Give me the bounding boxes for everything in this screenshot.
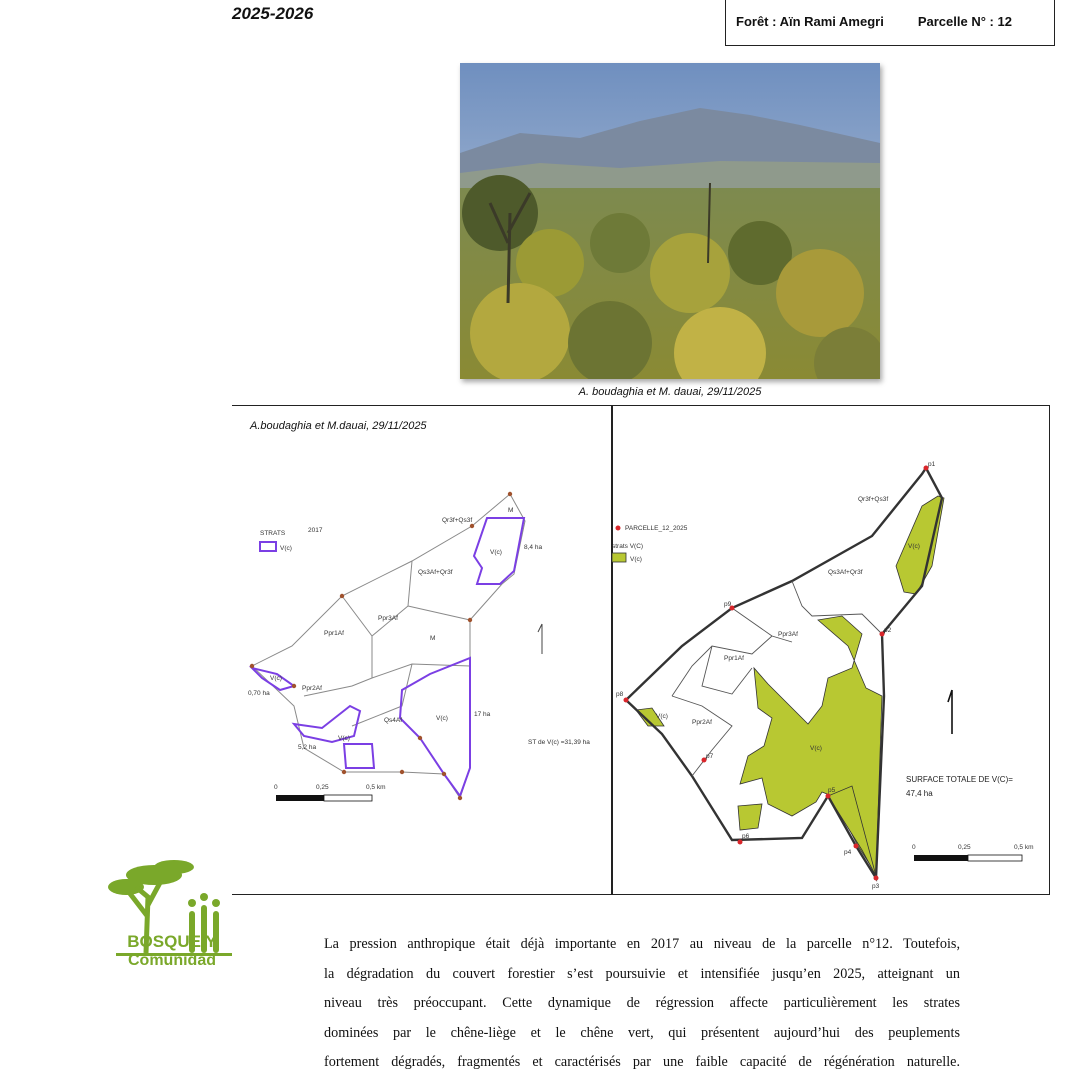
map-2017 (248, 492, 590, 801)
vc-polygon-4 (344, 744, 374, 768)
point-label: p5 (828, 787, 836, 794)
north-arrow-icon (948, 690, 952, 734)
scale-label: 0 (912, 844, 916, 851)
scale-bar-light (324, 795, 372, 801)
maps-svg (232, 406, 1050, 896)
point-label: p4 (844, 849, 852, 856)
paragraph-line: fortement dégradés, fragmentés et caractérisés par une faible capacité de régénération naturelle. (324, 1054, 960, 1070)
strata-label-2017: Qs4Af (384, 717, 403, 724)
legend-item-2017: V(c) (280, 545, 292, 552)
forest-name: Forêt : Aïn Rami Amegri (736, 14, 884, 29)
paragraph-line: La pression anthropique était déjà importante en 2017 au niveau de la parcelle n°12. Toutefois, (324, 936, 960, 952)
scale-bar-dark (914, 855, 968, 861)
scale-bar-light (968, 855, 1022, 861)
parcel-number: Parcelle N° : 12 (917, 14, 1012, 29)
strata-label-2025: Qs3Af+Qr3f (828, 569, 863, 576)
strata-label-2025: Qr3f+Qs3f (858, 496, 889, 503)
total-area-2017: ST de V(c) =31,39 ha (528, 739, 590, 746)
strata-label-2025: Ppr1Af (724, 655, 744, 662)
point-label: p7 (706, 753, 714, 760)
strata-label-2017: Qs3Af+Qr3f (418, 569, 453, 576)
vc-area-1 (896, 496, 944, 594)
vc-polygon-3 (294, 706, 360, 742)
paragraph-line: la dégradation du couvert forestier s’est poursuivie et intensifiée jusqu’en 2025, atteignant un (324, 965, 960, 982)
landscape-photo (460, 63, 880, 379)
map-credit: A.boudaghia et M.dauai, 29/11/2025 (250, 420, 427, 432)
paragraph-line: dominées par le chêne-liège et le chêne vert, qui présentent aujourd’hui des peuplements (324, 1024, 960, 1041)
body-paragraph (324, 930, 960, 1078)
legend-title-2025: strats V(C) (612, 543, 644, 550)
scale-label: 0,5 km (1014, 844, 1034, 851)
point-label: p6 (742, 833, 750, 840)
legend-title-2017: STRATS (260, 530, 286, 537)
document-year: 2025-2026 (232, 4, 314, 23)
map-2025 (612, 461, 1034, 890)
area-label: 8,4 ha (524, 544, 543, 551)
strata-label-2025: Ppr2Af (692, 719, 712, 726)
photo-caption: A. boudaghia et M. dauai, 29/11/2025 (578, 386, 762, 398)
strata-label-2017: Qr3f+Qs3f (442, 517, 473, 524)
parcel-outline-2017 (252, 494, 525, 798)
strata-label-2025: V(c) (908, 543, 920, 550)
paragraph-line: niveau très préoccupant. Cette dynamique de régression affecte particulièrement les strates (324, 995, 960, 1011)
boundary-points-2017 (250, 492, 512, 800)
logo-text-line2: Comunidad (128, 952, 216, 969)
legend-swatch-2017 (260, 542, 276, 551)
strata-label-2017: Ppr1Af (324, 630, 344, 637)
logo-text-line1: BOSQUE Y (127, 932, 217, 951)
total-area-2025-line1: SURFACE TOTALE DE V(C)= (906, 775, 1013, 784)
area-label: 5,2 ha (298, 744, 317, 751)
scale-label: 0,25 (958, 844, 971, 851)
maps-panel (232, 405, 1050, 895)
strata-label-2017: V(c) (270, 675, 282, 682)
legend-year-2017: 2017 (308, 527, 323, 534)
point-label: p9 (724, 601, 732, 608)
point-label: p2 (884, 627, 892, 634)
scale-label: 0,25 (316, 784, 329, 791)
point-label: p3 (872, 883, 880, 890)
legend-swatch-2025 (612, 553, 626, 562)
strata-label-2017: Ppr2Af (302, 685, 322, 692)
legend-point-icon (616, 526, 621, 531)
area-label: 0,70 ha (248, 690, 270, 697)
strata-label-2017: V(c) (338, 735, 350, 742)
legend-points-2025: PARCELLE_12_2025 (625, 525, 688, 532)
legend-item-2025: V(c) (630, 556, 642, 563)
north-arrow-icon (538, 624, 542, 654)
strata-label-m: M (430, 635, 436, 642)
strata-label-2017: V(c) (436, 715, 448, 722)
point-label: p1 (928, 461, 936, 468)
vc-area-4 (738, 804, 762, 830)
scale-label: 0,5 km (366, 784, 386, 791)
scale-label: 0 (274, 784, 278, 791)
strata-label-2017: M (508, 507, 514, 514)
point-label: p8 (616, 691, 624, 698)
strata-label-2025: V(c) (810, 745, 822, 752)
vc-polygon-5 (400, 658, 470, 796)
strata-label-2017: V(c) (490, 549, 502, 556)
scale-bar-dark (276, 795, 324, 801)
strata-lines-2017 (304, 561, 470, 726)
area-label: 17 ha (474, 711, 491, 718)
strata-label-ppr3af: Ppr3Af (378, 615, 398, 622)
parcel-info-box (725, 0, 1055, 46)
strata-label-2025: V(c) (656, 713, 668, 720)
total-area-2025-line2: 47,4 ha (906, 789, 933, 798)
strata-label-ppr3af-2025: Ppr3Af (778, 631, 798, 638)
